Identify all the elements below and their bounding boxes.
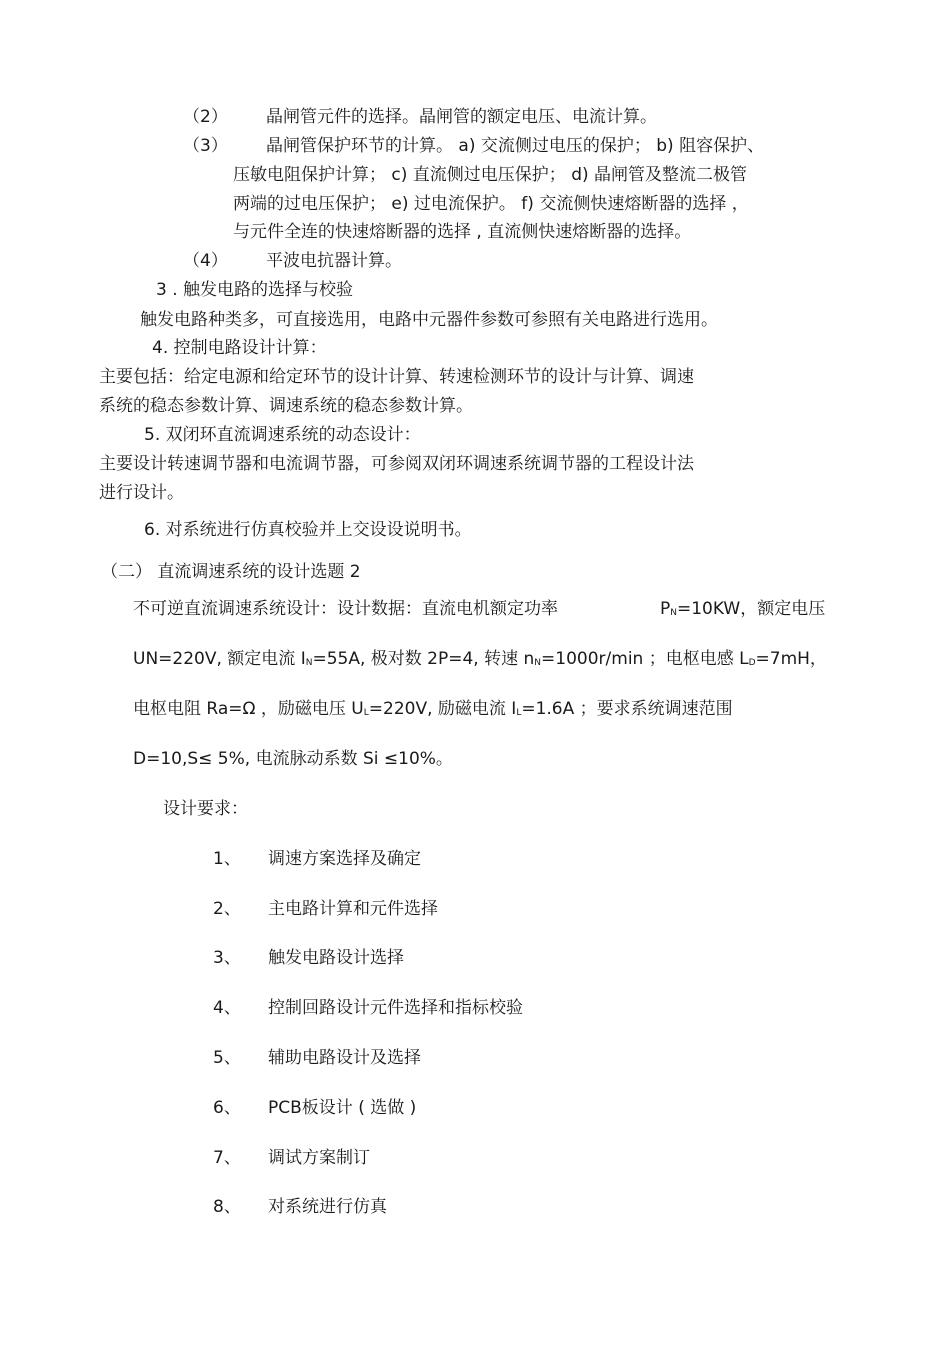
section-3-body: 触发电路种类多，可直接选用，电路中元器件参数可参照有关电路进行选用。: [140, 310, 718, 330]
requirement-number: 8、: [213, 1197, 241, 1217]
requirement-text: 触发电路设计选择: [268, 948, 404, 968]
item-4-text: 平波电抗器计算。: [266, 251, 402, 271]
item-4-number: （4）: [183, 251, 228, 271]
requirement-text: 对系统进行仿真: [268, 1197, 387, 1217]
item-3-text: 晶闸管保护环节的计算。 a) 交流侧过电压的保护； b) 阻容保护、: [266, 136, 765, 156]
item-3-number: （3）: [183, 136, 228, 156]
item-3-continuation: 两端的过电压保护； e) 过电流保护。 f) 交流侧快速熔断器的选择 ，: [233, 194, 749, 214]
params-line-3: [133, 698, 733, 724]
params-line-1: [133, 598, 826, 620]
field-current-subscript: L: [516, 708, 522, 718]
rated-power-subscript: N: [670, 608, 677, 618]
rated-power-value: =10KW，额定电压: [677, 599, 826, 619]
section-4-title: 4. 控制电路设计计算：: [152, 338, 327, 358]
requirement-number: 3、: [213, 948, 241, 968]
field-voltage-subscript: L: [363, 708, 369, 718]
section-5-title: 5. 双闭环直流调速系统的动态设计：: [144, 425, 421, 445]
requirement-number: 5、: [213, 1048, 241, 1068]
requirement-text: 主电路计算和元件选择: [268, 899, 438, 919]
item-2-text: 晶闸管元件的选择。晶闸管的额定电压、电流计算。: [266, 107, 657, 127]
requirement-text: 控制回路设计元件选择和指标校验: [268, 998, 523, 1018]
requirement-text: 调速方案选择及确定: [268, 849, 421, 869]
item-2-number: （2）: [183, 107, 228, 127]
section-4-body: 系统的稳态参数计算、调速系统的稳态参数计算。: [99, 396, 473, 416]
section-5-body: 主要设计转速调节器和电流调节器，可参阅双闭环调速系统调节器的工程设计法: [99, 454, 694, 474]
params-line-3-c: =1.6A ；要求系统调速范围: [521, 699, 733, 719]
section-3-title: 3 . 触发电路的选择与校验: [156, 280, 354, 300]
armature-inductance-subscript: D: [748, 658, 756, 668]
params-line-2-c: =1000r/min ；电枢电感 L: [541, 649, 749, 669]
rated-power: [660, 598, 825, 624]
item-3-continuation: 与元件全连的快速熔断器的选择 , 直流侧快速熔断器的选择。: [233, 222, 692, 242]
params-line-2-a: UN=220V, 额定电流 I: [133, 649, 306, 669]
rated-current-subscript: N: [305, 658, 313, 668]
section-6-text: 6. 对系统进行仿真校验并上交设设说明书。: [144, 520, 472, 540]
rated-speed-subscript: N: [534, 658, 542, 668]
requirement-number: 7、: [213, 1148, 241, 1168]
params-line-2-b: =55A, 极对数 2P=4, 转速 n: [312, 649, 535, 669]
params-line-3-a: 电枢电阻 Ra=Ω ，励磁电压 U: [133, 699, 364, 719]
part-2-title: （二） 直流调速系统的设计选题 2: [101, 562, 361, 582]
params-line-2: [133, 648, 827, 674]
params-line-4: D=10,S≤ 5%, 电流脉动系数 Si ≤10%。: [133, 749, 453, 769]
params-line-3-b: =220V, 励磁电流 I: [368, 699, 517, 719]
requirement-number: 2、: [213, 899, 241, 919]
requirement-text: PCB板设计 ( 选做 ): [268, 1098, 417, 1118]
requirement-number: 4、: [213, 998, 241, 1018]
requirement-number: 6、: [213, 1098, 241, 1118]
section-4-body: 主要包括：给定电源和给定环节的设计计算、转速检测环节的设计与计算、调速: [99, 367, 694, 387]
params-line-1-lead: 不可逆直流调速系统设计：设计数据：直流电机额定功率: [133, 599, 558, 619]
params-line-2-d: =7mH，: [755, 649, 827, 669]
requirement-text: 辅助电路设计及选择: [268, 1048, 421, 1068]
requirement-number: 1、: [213, 849, 241, 869]
requirement-text: 调试方案制订: [268, 1148, 370, 1168]
requirements-title: 设计要求：: [163, 799, 248, 819]
rated-power-symbol: P: [660, 599, 671, 619]
item-3-continuation: 压敏电阻保护计算； c) 直流侧过电压保护； d) 晶闸管及整流二极管: [233, 165, 748, 185]
section-5-body: 进行设计。: [99, 483, 184, 503]
